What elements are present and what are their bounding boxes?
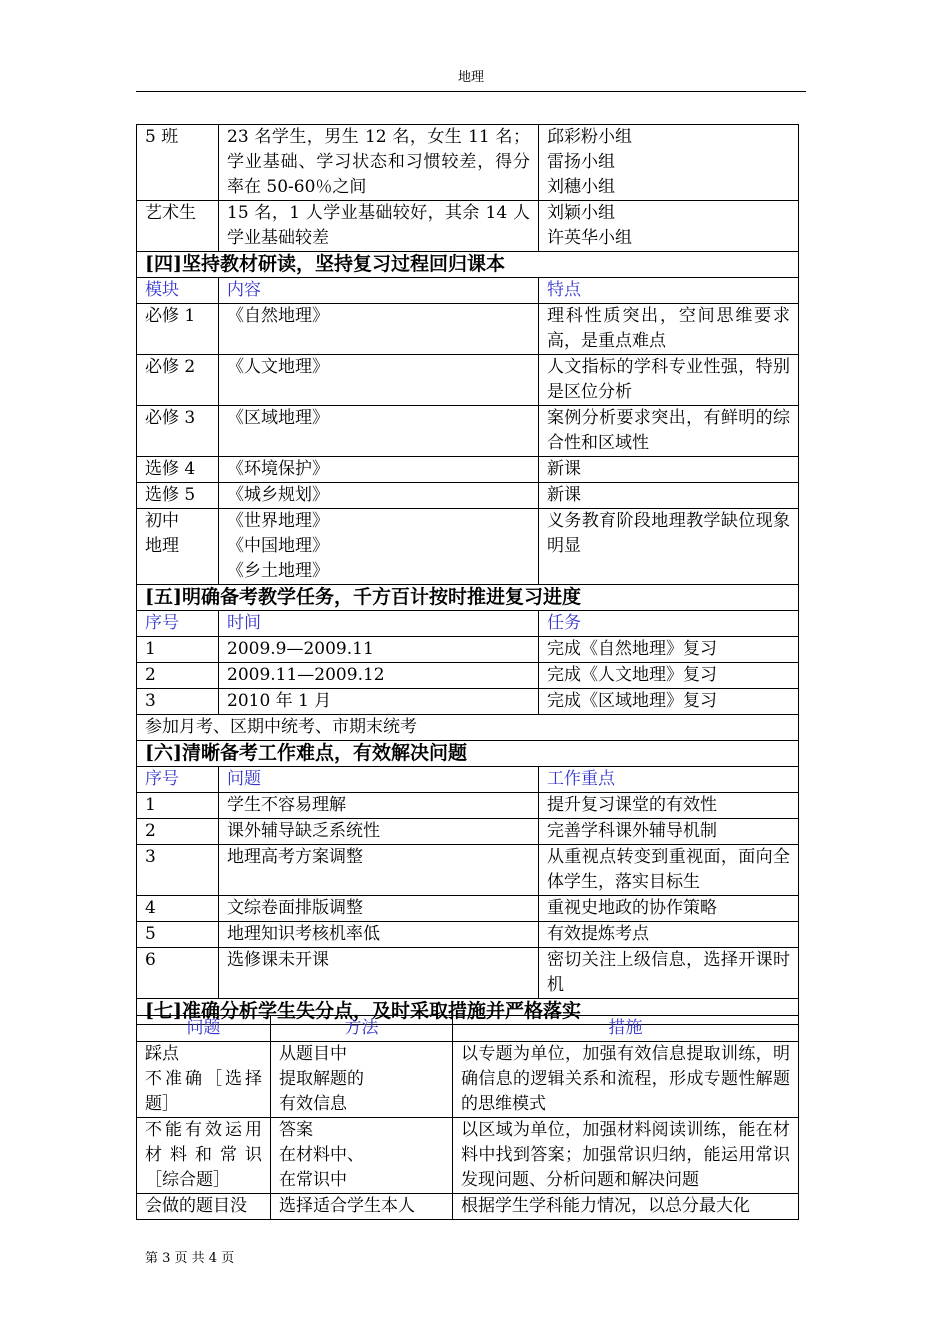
table-row [137,845,799,896]
table-cell: 4 [137,896,219,922]
table-row [137,793,799,819]
table-row [137,637,799,663]
table-cell: 2 [137,819,219,845]
column-header: 模块 [137,278,219,304]
table-cell: 5 [137,922,219,948]
table-cell: 《人文地理》 [219,355,539,406]
table-cell: 3 [137,689,219,715]
class-cell: 5 班 [137,125,219,201]
class-desc-cell: 23 名学生，男生 12 名，女生 11 名；学业基础、学习状态和习惯较差，得分率在 50-60％之间 [219,125,539,201]
table-cell: 2009.11—2009.12 [219,663,539,689]
table-cell: 密切关注上级信息，选择开课时机 [539,948,799,999]
column-header: 方法 [271,1016,453,1042]
table-row [137,406,799,457]
table-cell: 《自然地理》 [219,304,539,355]
table-cell: 案例分析要求突出，有鲜明的综合性和区域性 [539,406,799,457]
table-cell: 会做的题目没 [137,1194,271,1220]
column-header: 内容 [219,278,539,304]
section-title-row [137,252,799,278]
table-cell: 6 [137,948,219,999]
table-row [137,483,799,509]
table-cell: 课外辅导缺乏系统性 [219,819,539,845]
class-desc-cell: 15 名，1 人学业基础较好，其余 14 人学业基础较差 [219,201,539,252]
table-cell: 根据学生学科能力情况，以总分最大化 [453,1194,799,1220]
table-cell: 踩点 不准确［选择题］ [137,1042,271,1118]
table-cell: 《区域地理》 [219,406,539,457]
table-cell: 2009.9—2009.11 [219,637,539,663]
table-cell: 选修 5 [137,483,219,509]
column-header-row [137,1016,799,1042]
section-4-title: [四]坚持教材研读，坚持复习过程回归课本 [137,252,799,278]
table-cell: 3 [137,845,219,896]
column-header: 问题 [137,1016,271,1042]
table-row [137,304,799,355]
table-cell: 新课 [539,457,799,483]
section-6-title: [六]清晰备考工作难点，有效解决问题 [137,741,799,767]
column-header: 工作重点 [539,767,799,793]
table-cell: 从题目中 提取解题的 有效信息 [271,1042,453,1118]
table-cell: 选择适合学生本人 [271,1194,453,1220]
table-cell: 义务教育阶段地理教学缺位现象明显 [539,509,799,585]
table-row [137,663,799,689]
table-row [137,896,799,922]
column-header-row [137,767,799,793]
table-cell: 答案 在材料中、 在常识中 [271,1118,453,1194]
table-cell: 2 [137,663,219,689]
table-cell: 选修课未开课 [219,948,539,999]
table-row [137,201,799,252]
column-header: 序号 [137,767,219,793]
table-cell: 不能有效运用材料和常识［综合题］ [137,1118,271,1194]
section-title-row [137,585,799,611]
table-cell: 必修 2 [137,355,219,406]
table-cell: 提升复习课堂的有效性 [539,793,799,819]
table-cell: 1 [137,637,219,663]
table-cell: 有效提炼考点 [539,922,799,948]
section-5-title: [五]明确备考教学任务，千方百计按时推进复习进度 [137,585,799,611]
table-row [137,1042,799,1118]
table-row [137,355,799,406]
column-header-row [137,611,799,637]
table-cell: 地理知识考核机率低 [219,922,539,948]
column-header: 任务 [539,611,799,637]
table-cell: 2010 年 1 月 [219,689,539,715]
table-cell: 《世界地理》 《中国地理》 《乡土地理》 [219,509,539,585]
table-row [137,819,799,845]
table-cell: 新课 [539,483,799,509]
plan-table [136,124,799,1025]
group-cell: 刘颖小组 许英华小组 [539,201,799,252]
section-title-row [137,741,799,767]
class-cell: 艺术生 [137,201,219,252]
table-cell: 《环境保护》 [219,457,539,483]
table-cell: 重视史地政的协作策略 [539,896,799,922]
page-footer: 第 3 页 共 4 页 [145,1251,235,1266]
section-7-title: [七]准确分析学生失分点，及时采取措施并严格落实 [137,999,799,1025]
table-cell: 完成《人文地理》复习 [539,663,799,689]
table-cell: 完成《自然地理》复习 [539,637,799,663]
table-cell: 选修 4 [137,457,219,483]
table-row [137,715,799,741]
table-cell: 初中 地理 [137,509,219,585]
table-row [137,1194,799,1220]
column-header: 措施 [453,1016,799,1042]
table-row [137,948,799,999]
loss-analysis-table [136,1015,799,1220]
column-header: 特点 [539,278,799,304]
table-cell: 文综卷面排版调整 [219,896,539,922]
table-cell: 地理高考方案调整 [219,845,539,896]
page-header: 地理 [136,66,806,92]
table-cell: 完善学科课外辅导机制 [539,819,799,845]
table-cell: 理科性质突出，空间思维要求高，是重点难点 [539,304,799,355]
table-row [137,125,799,201]
column-header: 问题 [219,767,539,793]
table-row [137,1118,799,1194]
table-cell: 必修 1 [137,304,219,355]
column-header: 时间 [219,611,539,637]
column-header: 序号 [137,611,219,637]
table-cell: 以区域为单位，加强材料阅读训练，能在材料中找到答案；加强常识归纳，能运用常识发现问题、分析问题和解决问题 [453,1118,799,1194]
schedule-note: 参加月考、区期中统考、市期末统考 [137,715,799,741]
table-cell: 人文指标的学科专业性强，特别是区位分析 [539,355,799,406]
table-row [137,922,799,948]
table-cell: 完成《区域地理》复习 [539,689,799,715]
group-cell: 邱彩粉小组 雷扬小组 刘穗小组 [539,125,799,201]
column-header-row [137,278,799,304]
table-cell: 必修 3 [137,406,219,457]
table-row [137,457,799,483]
table-cell: 从重视点转变到重视面，面向全体学生，落实目标生 [539,845,799,896]
table-cell: 《城乡规划》 [219,483,539,509]
table-cell: 1 [137,793,219,819]
table-cell: 学生不容易理解 [219,793,539,819]
table-row [137,689,799,715]
table-cell: 以专题为单位，加强有效信息提取训练，明确信息的逻辑关系和流程，形成专题性解题的思维模式 [453,1042,799,1118]
table-row [137,509,799,585]
